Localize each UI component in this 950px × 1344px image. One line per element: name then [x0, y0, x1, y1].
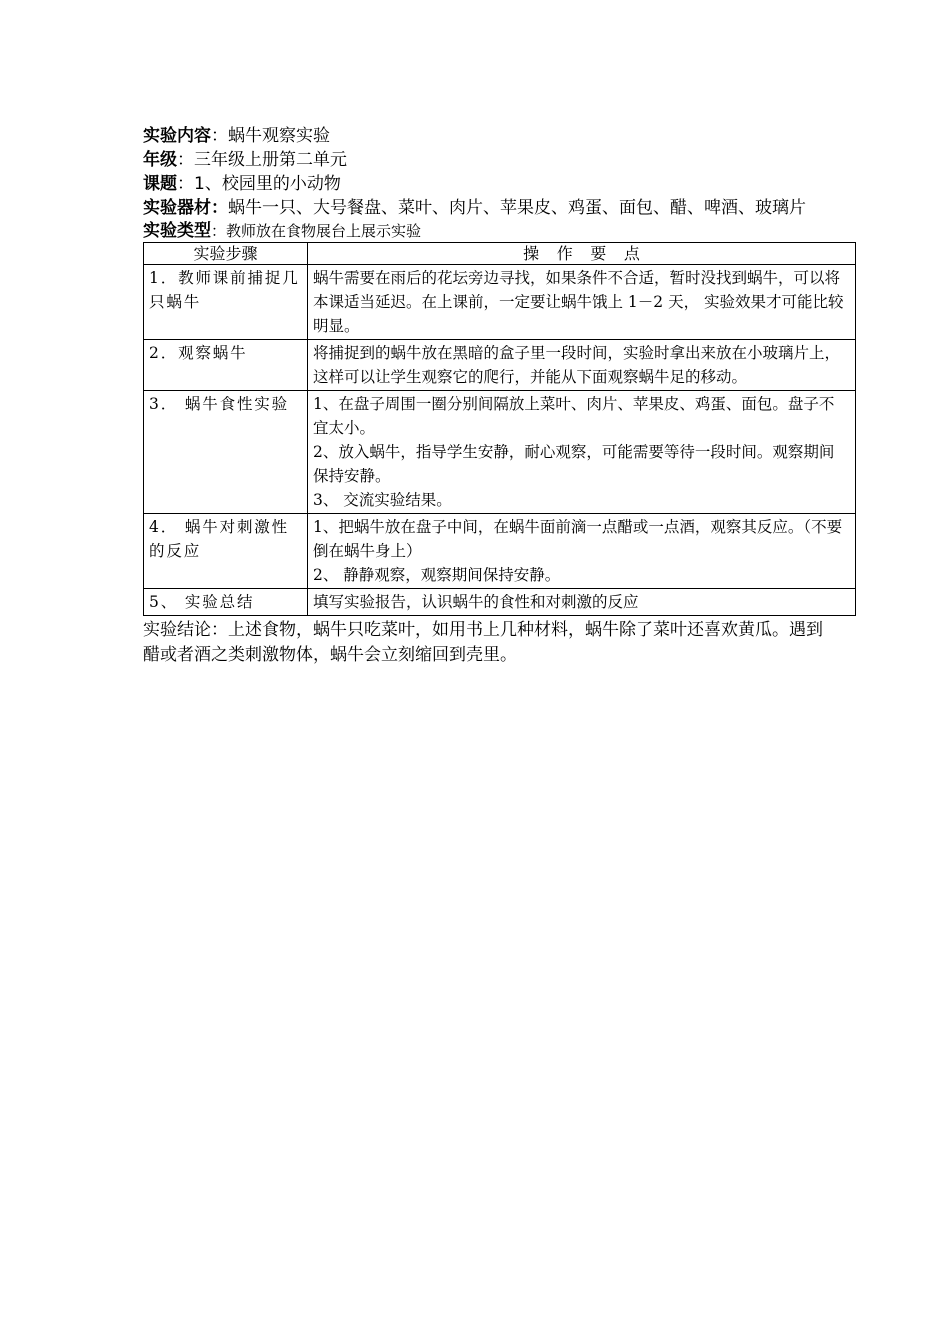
table-header-row [144, 243, 856, 265]
experiment-content-line [143, 124, 855, 148]
ops-line: 1、把蜗牛放在盘子中间，在蜗牛面前滴一点醋或一点酒，观察其反应。（不要倒在蜗牛身上） [313, 518, 843, 560]
column-header-ops: 操作要点 [308, 243, 856, 265]
grade-label: 年级 [143, 150, 177, 170]
ops-line: 3、 交流实验结果。 [313, 491, 452, 509]
experiment-type-label: 实验类型 [143, 221, 211, 241]
ops-line: 2、放入蜗牛，指导学生安静，耐心观察，可能需要等待一段时间。观察期间保持安静。 [313, 443, 835, 485]
topic-label: 课题 [143, 174, 177, 194]
column-header-step: 实验步骤 [144, 243, 308, 265]
steps-table [143, 242, 856, 616]
ops-cell [308, 589, 856, 616]
table-row [144, 265, 856, 340]
experiment-type-value: ：教师放在食物展台上展示实验 [211, 222, 422, 240]
topic-value: ：1、校园里的小动物 [177, 174, 341, 194]
materials-line [143, 196, 823, 220]
step-cell: 2．观察蜗牛 [144, 340, 308, 391]
ops-line: 1、在盘子周围一圈分别间隔放上菜叶、肉片、苹果皮、鸡蛋、面包。盘子不宜太小。 [313, 395, 835, 437]
ops-cell [308, 391, 856, 514]
grade-line [143, 148, 855, 172]
ops-cell [308, 514, 856, 589]
materials-value: 蜗牛一只、大号餐盘、菜叶、肉片、苹果皮、鸡蛋、面包、醋、啤酒、玻璃片 [228, 198, 806, 218]
step-cell: 3． 蜗牛食性实验 [144, 391, 308, 514]
step-cell: 4． 蜗牛对刺激性的反应 [144, 514, 308, 589]
experiment-content-value: ：蜗牛观察实验 [211, 126, 330, 146]
grade-value: ：三年级上册第二单元 [177, 150, 347, 170]
table-row [144, 514, 856, 589]
ops-line: 填写实验报告，认识蜗牛的食性和对刺激的反应 [313, 593, 639, 611]
ops-cell [308, 265, 856, 340]
step-cell: 1．教师课前捕捉几只蜗牛 [144, 265, 308, 340]
ops-cell [308, 340, 856, 391]
table-row [144, 589, 856, 616]
materials-label: 实验器材： [143, 198, 228, 218]
ops-line: 蜗牛需要在雨后的花坛旁边寻找，如果条件不合适，暂时没找到蜗牛，可以将本课适当延迟。在上课前，一定要让蜗牛饿上 1－2 天， 实验效果才可能比较明显。 [313, 269, 844, 335]
experiment-type-line [143, 220, 855, 242]
topic-line [143, 172, 855, 196]
ops-line: 2、 静静观察，观察期间保持安静。 [313, 566, 561, 584]
experiment-content-label: 实验内容 [143, 126, 211, 146]
table-row [144, 391, 856, 514]
table-row [144, 340, 856, 391]
experiment-conclusion: 实验结论：上述食物，蜗牛只吃菜叶，如用书上几种材料，蜗牛除了菜叶还喜欢黄瓜。遇到醋或者酒之类刺激物体，蜗牛会立刻缩回到壳里。 [143, 620, 823, 665]
ops-line: 将捕捉到的蜗牛放在黑暗的盒子里一段时间，实验时拿出来放在小玻璃片上，这样可以让学生观察它的爬行，并能从下面观察蜗牛足的移动。 [313, 344, 841, 386]
document-page [143, 124, 855, 668]
step-cell: 5、 实验总结 [144, 589, 308, 616]
